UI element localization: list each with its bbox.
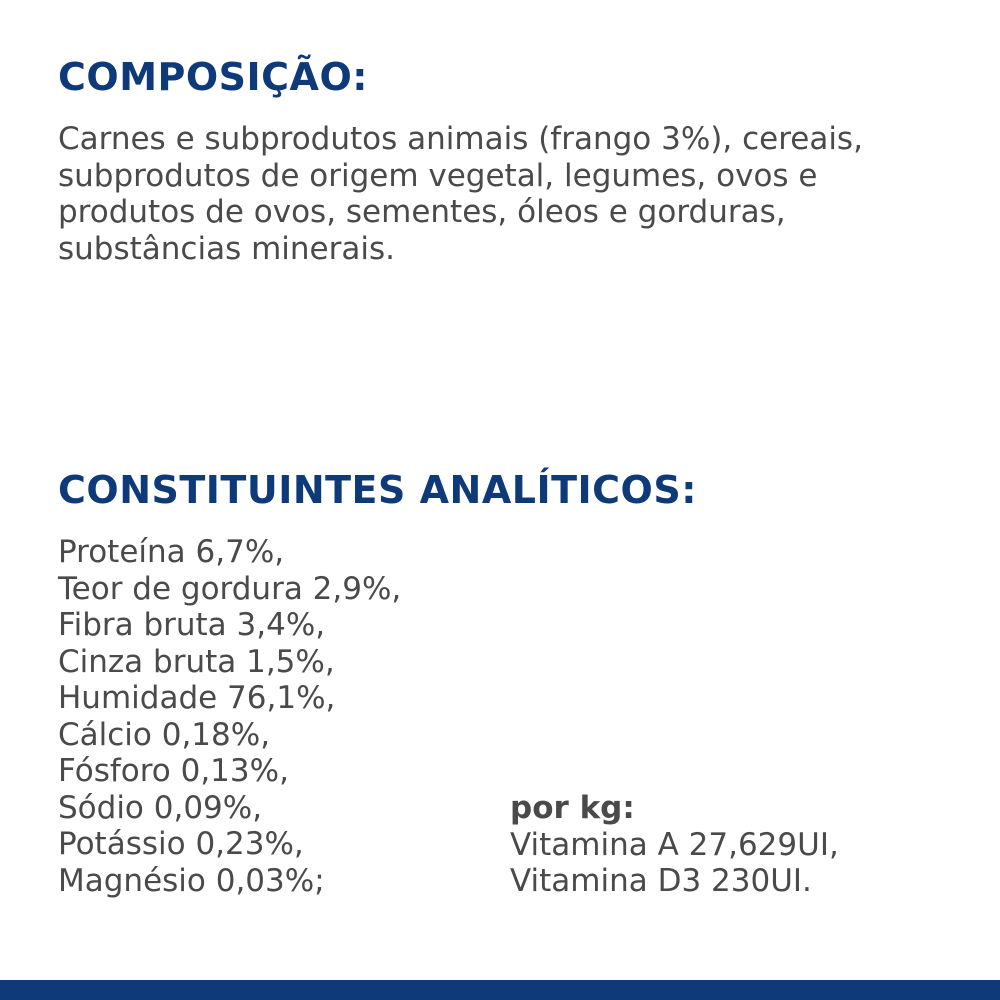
analytics-item-fibre: Fibra bruta 3,4%, — [58, 607, 326, 643]
composition-line: substâncias minerais. — [58, 230, 395, 267]
analytics-item-moisture: Humidade 76,1%, — [58, 680, 336, 716]
per-kg-section — [510, 790, 839, 900]
analytics-item-potassium: Potássio 0,23%, — [58, 826, 304, 862]
composition-heading: COMPOSIÇÃO: — [58, 55, 368, 99]
composition-text — [58, 121, 978, 267]
analytics-list — [58, 534, 401, 899]
per-kg-item-vitamin-a: Vitamina A 27,629UI, — [510, 826, 839, 863]
analytics-item-protein: Proteína 6,7%, — [58, 534, 285, 570]
composition-line: subprodutos de origem vegetal, legumes, ovos e — [58, 157, 818, 194]
per-kg-item-vitamin-d3: Vitamina D3 230UI. — [510, 863, 812, 899]
footer-bar — [0, 980, 1000, 1000]
composition-line: Carnes e subprodutos animais (frango 3%), cereais, — [58, 121, 863, 157]
per-kg-title: por kg: — [510, 790, 635, 826]
analytics-heading: CONSTITUINTES ANALÍTICOS: — [58, 468, 697, 512]
analytics-item-phosphorus: Fósforo 0,13%, — [58, 753, 289, 789]
analytics-item-sodium: Sódio 0,09%, — [58, 789, 263, 826]
analytics-item-calcium: Cálcio 0,18%, — [58, 716, 271, 753]
analytics-item-ash: Cinza bruta 1,5%, — [58, 643, 335, 680]
analytics-item-magnesium: Magnésio 0,03%; — [58, 862, 325, 899]
analytics-item-fat: Teor de gordura 2,9%, — [58, 570, 402, 607]
composition-line: produtos de ovos, sementes, óleos e gorduras, — [58, 194, 786, 230]
